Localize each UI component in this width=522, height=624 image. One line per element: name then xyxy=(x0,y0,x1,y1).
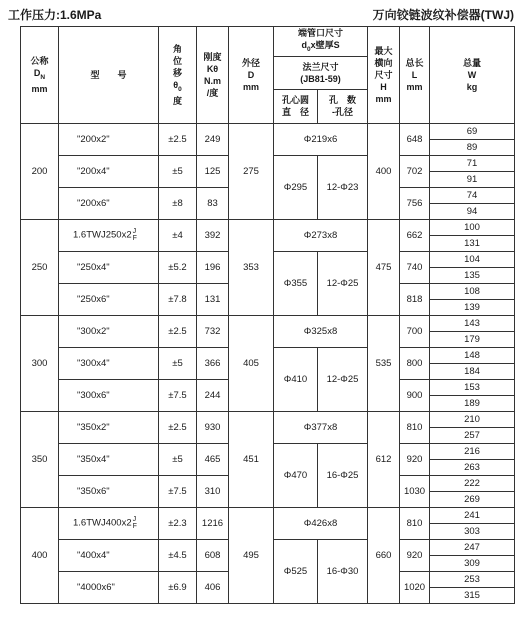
weight-cell: 69 xyxy=(430,123,515,139)
model-suffix-letter: F xyxy=(132,235,137,243)
weight-cell: 303 xyxy=(430,523,515,539)
model-label: "300x6" xyxy=(77,389,110,401)
stiffness-cell: 930 xyxy=(197,411,229,443)
angle-cell: ±2.5 xyxy=(159,411,197,443)
header-length: 总长 L mm xyxy=(400,27,430,124)
weight-cell: 179 xyxy=(430,331,515,347)
weight-cell: 131 xyxy=(430,235,515,251)
stiffness-cell: 244 xyxy=(197,379,229,411)
model-label: "200x2" xyxy=(77,133,110,145)
holes-cell: 12-Φ25 xyxy=(318,251,368,315)
weight-cell: 143 xyxy=(430,315,515,331)
working-pressure-label: 工作压力:1.6MPa xyxy=(8,8,102,22)
stiffness-cell: 406 xyxy=(197,571,229,603)
weight-cell: 104 xyxy=(430,251,515,267)
angle-cell: ±4.5 xyxy=(159,539,197,571)
max-width-cell: 612 xyxy=(368,411,400,507)
weight-cell: 148 xyxy=(430,347,515,363)
stiffness-cell: 392 xyxy=(197,219,229,251)
length-cell: 810 xyxy=(400,507,430,539)
header-pipe-end: 端管口尺寸 $d_0x$壁厚S xyxy=(274,27,368,57)
stiffness-cell: 83 xyxy=(197,187,229,219)
angle-cell: ±2.3 xyxy=(159,507,197,539)
model-suffix-jf xyxy=(133,516,137,530)
model-cell xyxy=(59,155,159,187)
model-cell xyxy=(59,187,159,219)
angle-cell: ±6.9 xyxy=(159,571,197,603)
stiffness-cell: 366 xyxy=(197,347,229,379)
angle-cell: ±7.5 xyxy=(159,379,197,411)
stiffness-cell: 196 xyxy=(197,251,229,283)
model-label: 1.6TWJ250x2 xyxy=(73,229,132,241)
header-flange: 法兰尺寸 (JB81-59) xyxy=(274,56,368,89)
pipe-size-cell: Φ377x8 xyxy=(274,411,368,443)
nominal-diameter-cell: 400 xyxy=(21,507,59,603)
angle-cell: ±2.5 xyxy=(159,315,197,347)
model-cell xyxy=(59,219,159,251)
pipe-size-cell: Φ325x8 xyxy=(274,315,368,347)
stiffness-cell: 131 xyxy=(197,283,229,315)
angle-cell: ±8 xyxy=(159,187,197,219)
spec-table-body xyxy=(21,123,515,603)
model-label: "350x4" xyxy=(77,453,110,465)
nominal-diameter-cell: 250 xyxy=(21,219,59,315)
max-width-cell: 400 xyxy=(368,123,400,219)
model-label: "4000x6" xyxy=(77,581,115,593)
model-suffix-jf xyxy=(133,228,137,242)
weight-cell: 100 xyxy=(430,219,515,235)
model-cell xyxy=(59,347,159,379)
stiffness-cell: 732 xyxy=(197,315,229,347)
header-bolt-circle: 孔心圆 直 径 xyxy=(274,89,318,123)
weight-cell: 210 xyxy=(430,411,515,427)
outer-diameter-cell: 405 xyxy=(229,315,274,411)
weight-cell: 247 xyxy=(430,539,515,555)
length-cell: 810 xyxy=(400,411,430,443)
angle-cell: ±2.5 xyxy=(159,123,197,155)
stiffness-cell: 125 xyxy=(197,155,229,187)
bolt-circle-cell: Φ355 xyxy=(274,251,318,315)
model-label: "200x4" xyxy=(77,165,110,177)
model-label: "250x4" xyxy=(77,261,110,273)
length-cell: 700 xyxy=(400,315,430,347)
model-cell xyxy=(59,283,159,315)
outer-diameter-cell: 353 xyxy=(229,219,274,315)
model-cell xyxy=(59,411,159,443)
nominal-diameter-cell: 200 xyxy=(21,123,59,219)
holes-cell: 12-Φ23 xyxy=(318,155,368,219)
weight-cell: 241 xyxy=(430,507,515,523)
bolt-circle-cell: Φ525 xyxy=(274,539,318,603)
weight-cell: 108 xyxy=(430,283,515,299)
length-cell: 740 xyxy=(400,251,430,283)
stiffness-cell: 608 xyxy=(197,539,229,571)
weight-cell: 269 xyxy=(430,491,515,507)
model-cell xyxy=(59,443,159,475)
length-cell: 800 xyxy=(400,347,430,379)
length-cell: 900 xyxy=(400,379,430,411)
stiffness-cell: 249 xyxy=(197,123,229,155)
weight-cell: 71 xyxy=(430,155,515,171)
weight-cell: 135 xyxy=(430,267,515,283)
weight-cell: 184 xyxy=(430,363,515,379)
weight-cell: 94 xyxy=(430,203,515,219)
max-width-cell: 475 xyxy=(368,219,400,315)
nominal-diameter-cell: 300 xyxy=(21,315,59,411)
model-cell xyxy=(59,123,159,155)
weight-cell: 315 xyxy=(430,587,515,603)
angle-cell: ±4 xyxy=(159,219,197,251)
angle-cell: ±5.2 xyxy=(159,251,197,283)
header-model: 型 号 xyxy=(59,27,159,124)
stiffness-cell: 465 xyxy=(197,443,229,475)
header-max-width: 最大 横向 尺寸 H mm xyxy=(368,27,400,124)
model-cell xyxy=(59,379,159,411)
angle-cell: ±5 xyxy=(159,347,197,379)
weight-cell: 91 xyxy=(430,171,515,187)
bolt-circle-cell: Φ470 xyxy=(274,443,318,507)
model-cell xyxy=(59,251,159,283)
weight-cell: 222 xyxy=(430,475,515,491)
length-cell: 1020 xyxy=(400,571,430,603)
product-title: 万向铰链波纹补偿器(TWJ) xyxy=(372,8,514,22)
table-row xyxy=(21,411,515,427)
max-width-cell: 660 xyxy=(368,507,400,603)
weight-cell: 257 xyxy=(430,427,515,443)
model-cell xyxy=(59,571,159,603)
holes-cell: 16-Φ30 xyxy=(318,539,368,603)
angle-cell: ±7.8 xyxy=(159,283,197,315)
header-nominal: 公称 $D_N$ mm xyxy=(21,27,59,124)
model-suffix-letter: J xyxy=(132,228,137,236)
length-cell: 756 xyxy=(400,187,430,219)
holes-cell: 12-Φ25 xyxy=(318,347,368,411)
table-row xyxy=(21,507,515,523)
model-cell xyxy=(59,539,159,571)
holes-cell: 16-Φ25 xyxy=(318,443,368,507)
length-cell: 702 xyxy=(400,155,430,187)
stiffness-cell: 1216 xyxy=(197,507,229,539)
table-row xyxy=(21,315,515,331)
weight-cell: 253 xyxy=(430,571,515,587)
model-cell xyxy=(59,315,159,347)
weight-cell: 189 xyxy=(430,395,515,411)
model-label: "300x4" xyxy=(77,357,110,369)
header-angle: 角 位 移 $\theta_0$ 度 xyxy=(159,27,197,124)
stiffness-cell: 310 xyxy=(197,475,229,507)
angle-cell: ±5 xyxy=(159,443,197,475)
max-width-cell: 535 xyxy=(368,315,400,411)
pipe-size-cell: Φ219x6 xyxy=(274,123,368,155)
weight-cell: 153 xyxy=(430,379,515,395)
weight-cell: 309 xyxy=(430,555,515,571)
length-cell: 818 xyxy=(400,283,430,315)
pipe-size-cell: Φ426x8 xyxy=(274,507,368,539)
header-weight: 总量 W kg xyxy=(430,27,515,124)
pipe-size-cell: Φ273x8 xyxy=(274,219,368,251)
model-label: "300x2" xyxy=(77,325,110,337)
weight-cell: 263 xyxy=(430,459,515,475)
weight-cell: 216 xyxy=(430,443,515,459)
length-cell: 662 xyxy=(400,219,430,251)
angle-cell: ±7.5 xyxy=(159,475,197,507)
angle-cell: ±5 xyxy=(159,155,197,187)
spec-table xyxy=(20,26,515,604)
bolt-circle-cell: Φ410 xyxy=(274,347,318,411)
outer-diameter-cell: 495 xyxy=(229,507,274,603)
length-cell: 920 xyxy=(400,539,430,571)
table-row xyxy=(21,123,515,139)
length-cell: 920 xyxy=(400,443,430,475)
bolt-circle-cell: Φ295 xyxy=(274,155,318,219)
length-cell: 648 xyxy=(400,123,430,155)
model-label: "350x2" xyxy=(77,421,110,433)
header-stiffness: 刚度 Kθ N.m /度 xyxy=(197,27,229,124)
header-outer-diameter: 外径 D mm xyxy=(229,27,274,124)
model-label: "250x6" xyxy=(77,293,110,305)
outer-diameter-cell: 451 xyxy=(229,411,274,507)
length-cell: 1030 xyxy=(400,475,430,507)
table-row xyxy=(21,219,515,235)
weight-cell: 139 xyxy=(430,299,515,315)
nominal-diameter-cell: 350 xyxy=(21,411,59,507)
model-label: "350x6" xyxy=(77,485,110,497)
model-label: "400x4" xyxy=(77,549,110,561)
weight-cell: 89 xyxy=(430,139,515,155)
outer-diameter-cell: 275 xyxy=(229,123,274,219)
model-suffix-letter: J xyxy=(132,516,137,524)
header-holes: 孔 数 -孔径 xyxy=(318,89,368,123)
weight-cell: 74 xyxy=(430,187,515,203)
model-label: 1.6TWJ400x2 xyxy=(73,517,132,529)
model-cell xyxy=(59,507,159,539)
model-label: "200x6" xyxy=(77,197,110,209)
model-cell xyxy=(59,475,159,507)
model-suffix-letter: F xyxy=(132,523,137,531)
